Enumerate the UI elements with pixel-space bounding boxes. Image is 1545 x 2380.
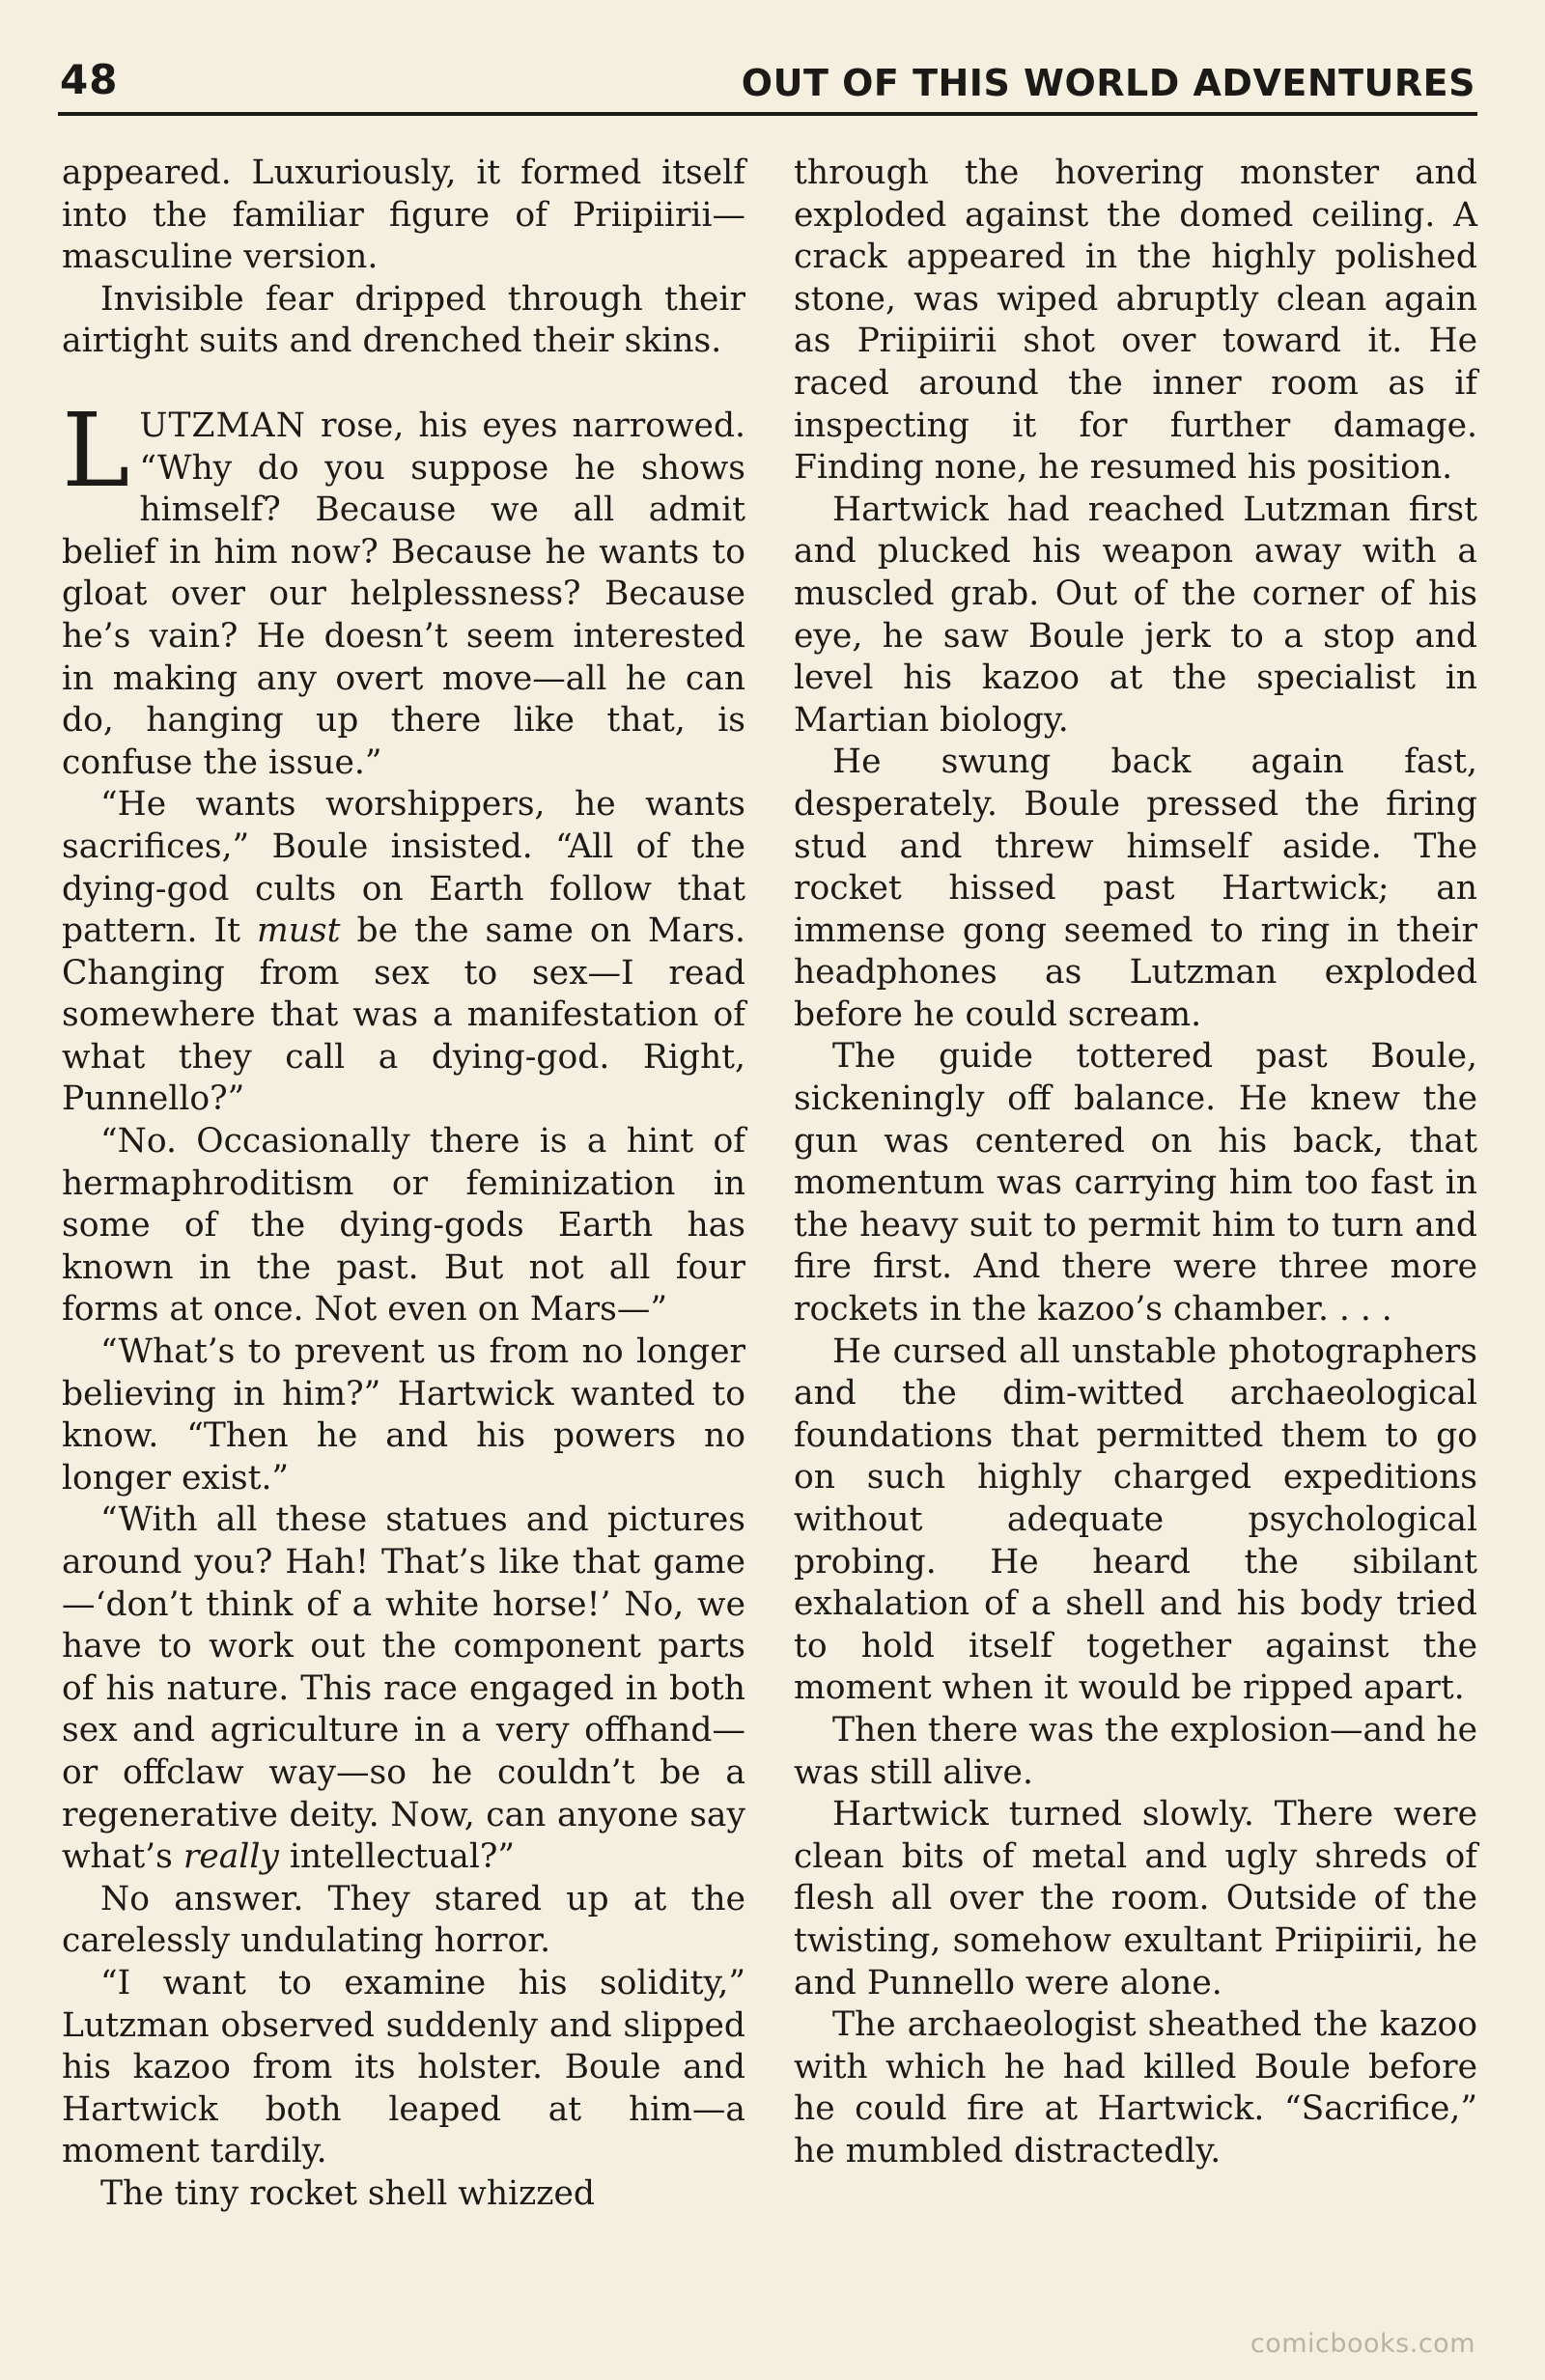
paragraph: through the hovering monster and exploded against the domed ceiling. A crack appeared in the highly polished stone, was wiped abruptly clean again as Priipiirii shot over toward it. He raced around the inner room as if inspecting it for further damage. Finding none, he resumed his position. (794, 154, 1477, 488)
emphasis: must (256, 911, 341, 951)
paragraph: Hartwick had reached Lutzman first and plucked his weapon away with a muscled grab. Out of the corner of his eye, he saw Boule jerk to a stop and level his kazoo at the specialist in Martian biology. (794, 490, 1477, 740)
running-head: OUT OF THIS WORLD ADVENTURES (741, 62, 1475, 104)
paragraph: Invisible fear dripped through their airtight suits and drenched their skins. (62, 279, 745, 361)
paragraph: “I want to examine his solidity,” Lutzman observed suddenly and slipped his kazoo from its holster. Boule and Hartwick both leaped at him—a moment tardily. (62, 1963, 745, 2171)
paragraph: appeared. Luxuriously, it formed itself into the familiar figure of Priipiirii—masculine version. (62, 154, 745, 277)
paragraph-text: “He wants worshippers, he wants sacrifices,” Boule insisted. “All of the dying-god cults on Earth follow that pattern. It (62, 785, 745, 951)
paragraph (62, 1499, 745, 1878)
paragraph: Hartwick turned slowly. There were clean bits of metal and ugly shreds of flesh all over the room. Outside of the twisting, somehow exultant Priipiirii, he and Punnello were alone. (794, 1795, 1477, 2002)
paragraph: The guide tottered past Boule, sickeningly off balance. He knew the gun was centered on his back, that momentum was carrying him too fast in the heavy suit to permit him to turn and fire first. And there were three more rockets in the kazoo’s chamber. . . . (794, 1037, 1477, 1330)
paragraph (62, 390, 745, 784)
paragraph: The archaeologist sheathed the kazoo with which he had killed Boule before he could fire at Hartwick. “Sacrifice,” he mumbled distractedly. (794, 2005, 1477, 2170)
emphasis: really (183, 1837, 279, 1877)
paragraph-text: be the same on Mars. Changing from sex to sex—I read somewhere that was a manifestation of what they call a dying-god. Right, Punnello?” (62, 911, 745, 1119)
paragraph: Then there was the explosion—and he was still alive. (794, 1710, 1477, 1792)
paragraph-text: “With all these statues and pictures around you? Hah! That’s like that game—‘don’t think of a white horse!’ No, we have to work out the component parts of his nature. This race engaged in both sex and agriculture in a very offhand—or offclaw way—so he couldn’t be a regenerative deity. Now, can anyone say what’s (62, 1500, 745, 1877)
paragraph: “No. Occasionally there is a hint of hermaphroditism or feminization in some of the dying-gods Earth has known in the past. But not all four forms at once. Not even on Mars—” (62, 1122, 745, 1330)
paragraph: No answer. They stared up at the carelessly undulating horror. (62, 1879, 745, 1961)
watermark: comicbooks.com (1250, 2329, 1475, 2359)
smallcaps-lead: UTZMAN (139, 406, 306, 445)
paragraph-text: intellectual?” (278, 1837, 516, 1877)
page-number: 48 (60, 56, 119, 103)
paragraph: He cursed all unstable photographers and the dim-witted archaeological foundations that permitted them to go on such highly charged expeditions without adequate psychological probing. He heard the sibilant exhalation of a shell and his body tried to hold itself together against the moment when it would be ripped apart. (794, 1331, 1477, 1708)
paragraph: “What’s to prevent us from no longer believing in him?” Hartwick wanted to know. “Then he and his powers no longer exist.” (62, 1332, 745, 1498)
paragraph: He swung back again fast, desperately. Boule pressed the firing stud and threw himself aside. The rocket hissed past Hartwick; an immense gong seemed to ring in their headphones as Lutzman exploded before he could scream. (794, 742, 1477, 1034)
paragraph: The tiny rocket shell whizzed (100, 2173, 595, 2213)
header-rule (58, 112, 1477, 116)
paragraph (62, 784, 745, 1121)
left-column (62, 153, 745, 2216)
right-column (794, 153, 1477, 2173)
drop-cap: L (62, 390, 130, 510)
paragraph-text: rose, his eyes narrowed. “Why do you suppose he shows himself? Because we all admit belief in him now? Because he wants to gloat over our helplessness? Because he’s vain? He doesn’t seem interested in making any overt move—all he can do, hanging up there like that, is confuse the issue.” (62, 406, 745, 782)
